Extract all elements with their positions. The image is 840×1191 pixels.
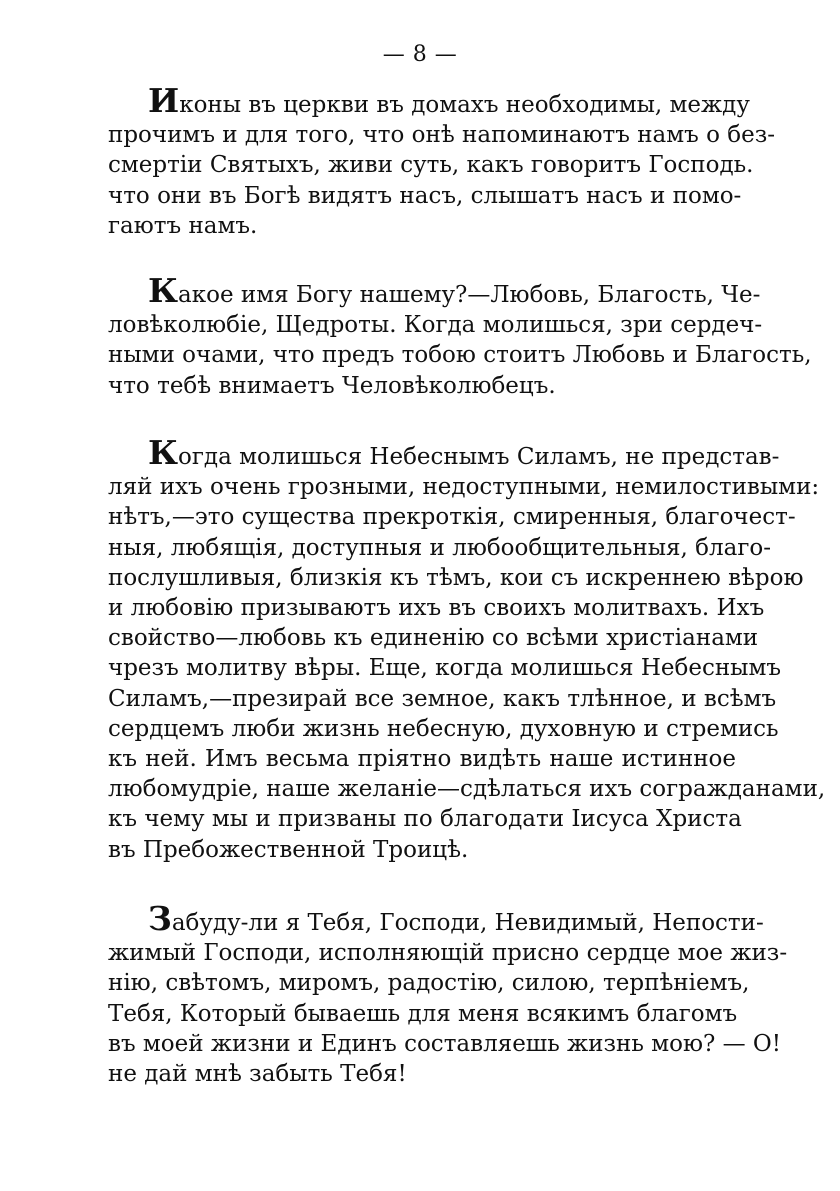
paragraph-line: къ ней. Имъ весьма пріятно видѣть наше истинное bbox=[108, 746, 736, 773]
paragraph-line: чрезъ молитву вѣры. Еще, когда молишься Небеснымъ bbox=[108, 655, 782, 682]
paragraph-line: къ чему мы и призваны по благодати Іисуса Христа bbox=[108, 806, 742, 833]
paragraph-line: Иконы въ церкви въ домахъ необходимы, между bbox=[148, 81, 750, 120]
paragraph-icons bbox=[108, 81, 776, 241]
paragraph-line: прочимъ и для того, что онѣ напоминаютъ намъ о без- bbox=[108, 122, 776, 149]
paragraph-line: жимый Господи, исполняющій присно сердце мое жиз- bbox=[108, 940, 788, 967]
paragraph-line: ныя, любящія, доступныя и любообщительныя, благо- bbox=[108, 534, 772, 561]
paragraph-line: нію, свѣтомъ, миромъ, радостію, силою, терпѣніемъ, bbox=[108, 970, 750, 997]
paragraph-line: что они въ Богѣ видятъ насъ, слышатъ насъ и помо- bbox=[108, 182, 742, 209]
paragraph-line: не дай мнѣ забыть Тебя! bbox=[108, 1061, 407, 1088]
paragraph-name-of-god bbox=[108, 271, 812, 401]
paragraph-line: сердцемъ люби жизнь небесную, духовную и стремись bbox=[108, 715, 779, 742]
drop-initial: И bbox=[148, 81, 180, 120]
paragraph-line: послушливыя, близкія къ тѣмъ, кои съ искреннею вѣрою bbox=[108, 564, 804, 591]
paragraph-line: и любовію призываютъ ихъ въ своихъ молитвахъ. Ихъ bbox=[108, 595, 765, 622]
paragraph-line: Забуду-ли я Тебя, Господи, Невидимый, Непости- bbox=[148, 899, 764, 938]
paragraph-line: Какое имя Богу нашему?—Любовь, Благость, Че- bbox=[148, 271, 761, 310]
page-number: — 8 — bbox=[382, 42, 458, 67]
paragraph-line: смертіи Святыхъ, живи суть, какъ говоритъ Господь. bbox=[108, 152, 754, 179]
drop-initial: К bbox=[148, 433, 179, 472]
paragraph-line: что тебѣ внимаетъ Человѣколюбецъ. bbox=[108, 372, 556, 399]
paragraph-line: въ моей жизни и Единъ составляешь жизнь мою? — О! bbox=[108, 1030, 782, 1057]
paragraph-line: ными очами, что предъ тобою стоитъ Любовь и Благость, bbox=[108, 342, 812, 369]
drop-initial: К bbox=[148, 271, 179, 310]
paragraph-line: Силамъ,—презирай все земное, какъ тлѣнное, и всѣмъ bbox=[108, 685, 777, 712]
paragraph-prayer bbox=[108, 899, 788, 1089]
paragraph-line: Тебя, Который бываешь для меня всякимъ благомъ bbox=[108, 1000, 738, 1027]
paragraph-line: ловѣколюбіе, Щедроты. Когда молишься, зри сердеч- bbox=[108, 312, 763, 339]
paragraph-line: свойство—любовь къ единенію со всѣми христіанами bbox=[108, 625, 759, 652]
paragraph-line: въ Пребожественной Троицѣ. bbox=[108, 836, 469, 863]
paragraph-line: Когда молишься Небеснымъ Силамъ, не представ- bbox=[148, 433, 780, 472]
paragraph-line: нѣтъ,—это существа прекроткія, смиренныя, благочест- bbox=[108, 504, 796, 531]
paragraph-line: гаютъ намъ. bbox=[108, 212, 258, 239]
drop-initial: З bbox=[148, 899, 172, 938]
paragraph-line: ляй ихъ очень грозными, недоступными, немилостивыми: bbox=[108, 474, 820, 501]
paragraph-heavenly-powers bbox=[108, 433, 826, 865]
paragraph-line: любомудріе, наше желаніе—сдѣлаться ихъ согражданами, bbox=[108, 776, 826, 803]
